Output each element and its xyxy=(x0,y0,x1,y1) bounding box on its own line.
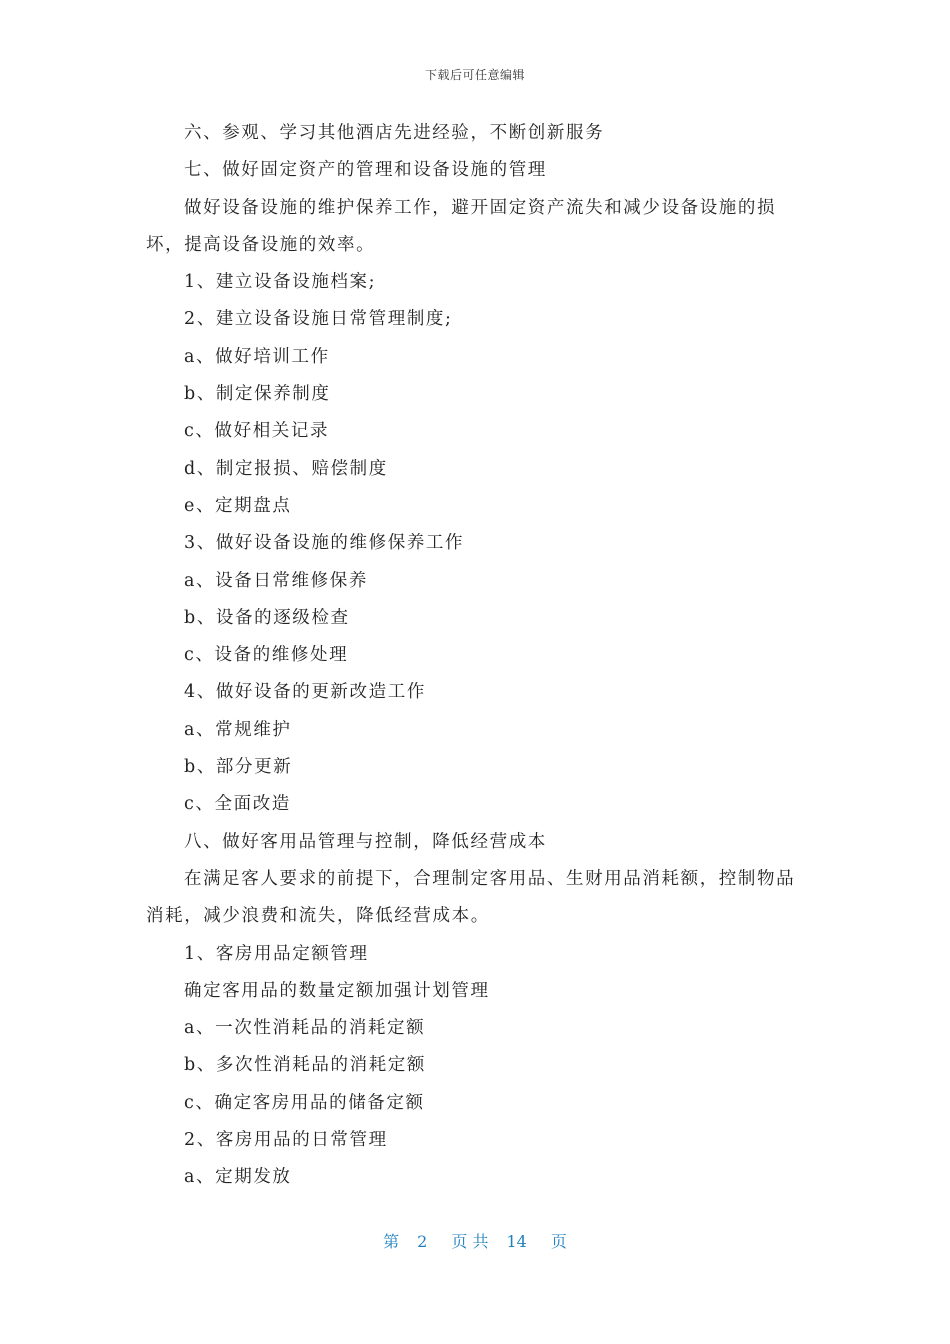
paragraph: 3、做好设备设施的维修保养工作 xyxy=(184,533,465,554)
paragraph: 4、做好设备的更新改造工作 xyxy=(184,682,426,703)
paragraph: a、做好培训工作 xyxy=(184,346,330,367)
footer-total-pages: 14 xyxy=(506,1232,527,1251)
document-body xyxy=(146,115,806,1197)
paragraph: 1、客房用品定额管理 xyxy=(184,943,369,964)
paragraph: a、一次性消耗品的消耗定额 xyxy=(184,1018,426,1039)
paragraph: 八、做好客用品管理与控制，降低经营成本 xyxy=(184,831,547,852)
paragraph: 七、做好固定资产的管理和设备设施的管理 xyxy=(184,160,547,181)
paragraph: c、全面改造 xyxy=(184,794,291,815)
paragraph: 确定客用品的数量定额加强计划管理 xyxy=(184,980,490,1001)
page-header-note: 下载后可任意编辑 xyxy=(424,68,525,82)
paragraph: a、常规维护 xyxy=(184,719,292,740)
footer-prefix: 第 xyxy=(383,1232,400,1251)
footer-middle: 页 共 xyxy=(451,1232,489,1251)
paragraph: 做好设备设施的维护保养工作，避开固定资产流失和减少设备设施的损坏，提高设备设施的效率。 xyxy=(146,197,777,255)
paragraph: e、定期盘点 xyxy=(184,495,292,516)
paragraph: a、定期发放 xyxy=(184,1167,292,1188)
paragraph: a、设备日常维修保养 xyxy=(184,570,368,591)
paragraph: 2、建立设备设施日常管理制度; xyxy=(184,309,453,330)
paragraph: b、制定保养制度 xyxy=(184,384,331,405)
paragraph: b、设备的逐级检查 xyxy=(184,607,350,628)
footer-page-number: 2 xyxy=(417,1232,428,1251)
paragraph: c、设备的维修处理 xyxy=(184,645,349,666)
paragraph: c、做好相关记录 xyxy=(184,421,330,442)
paragraph: 1、建立设备设施档案; xyxy=(184,272,377,293)
paragraph: c、确定客房用品的储备定额 xyxy=(184,1092,425,1113)
paragraph: 六、参观、学习其他酒店先进经验，不断创新服务 xyxy=(184,123,605,143)
paragraph: b、部分更新 xyxy=(184,757,293,778)
footer-suffix: 页 xyxy=(550,1232,567,1251)
page-footer xyxy=(0,1229,950,1252)
paragraph: b、多次性消耗品的消耗定额 xyxy=(184,1055,427,1076)
paragraph: d、制定报损、赔偿制度 xyxy=(184,458,388,479)
paragraph: 2、客房用品的日常管理 xyxy=(184,1130,388,1151)
paragraph: 在满足客人要求的前提下，合理制定客用品、生财用品消耗额，控制物品消耗，减少浪费和流失，降低经营成本。 xyxy=(146,868,796,927)
